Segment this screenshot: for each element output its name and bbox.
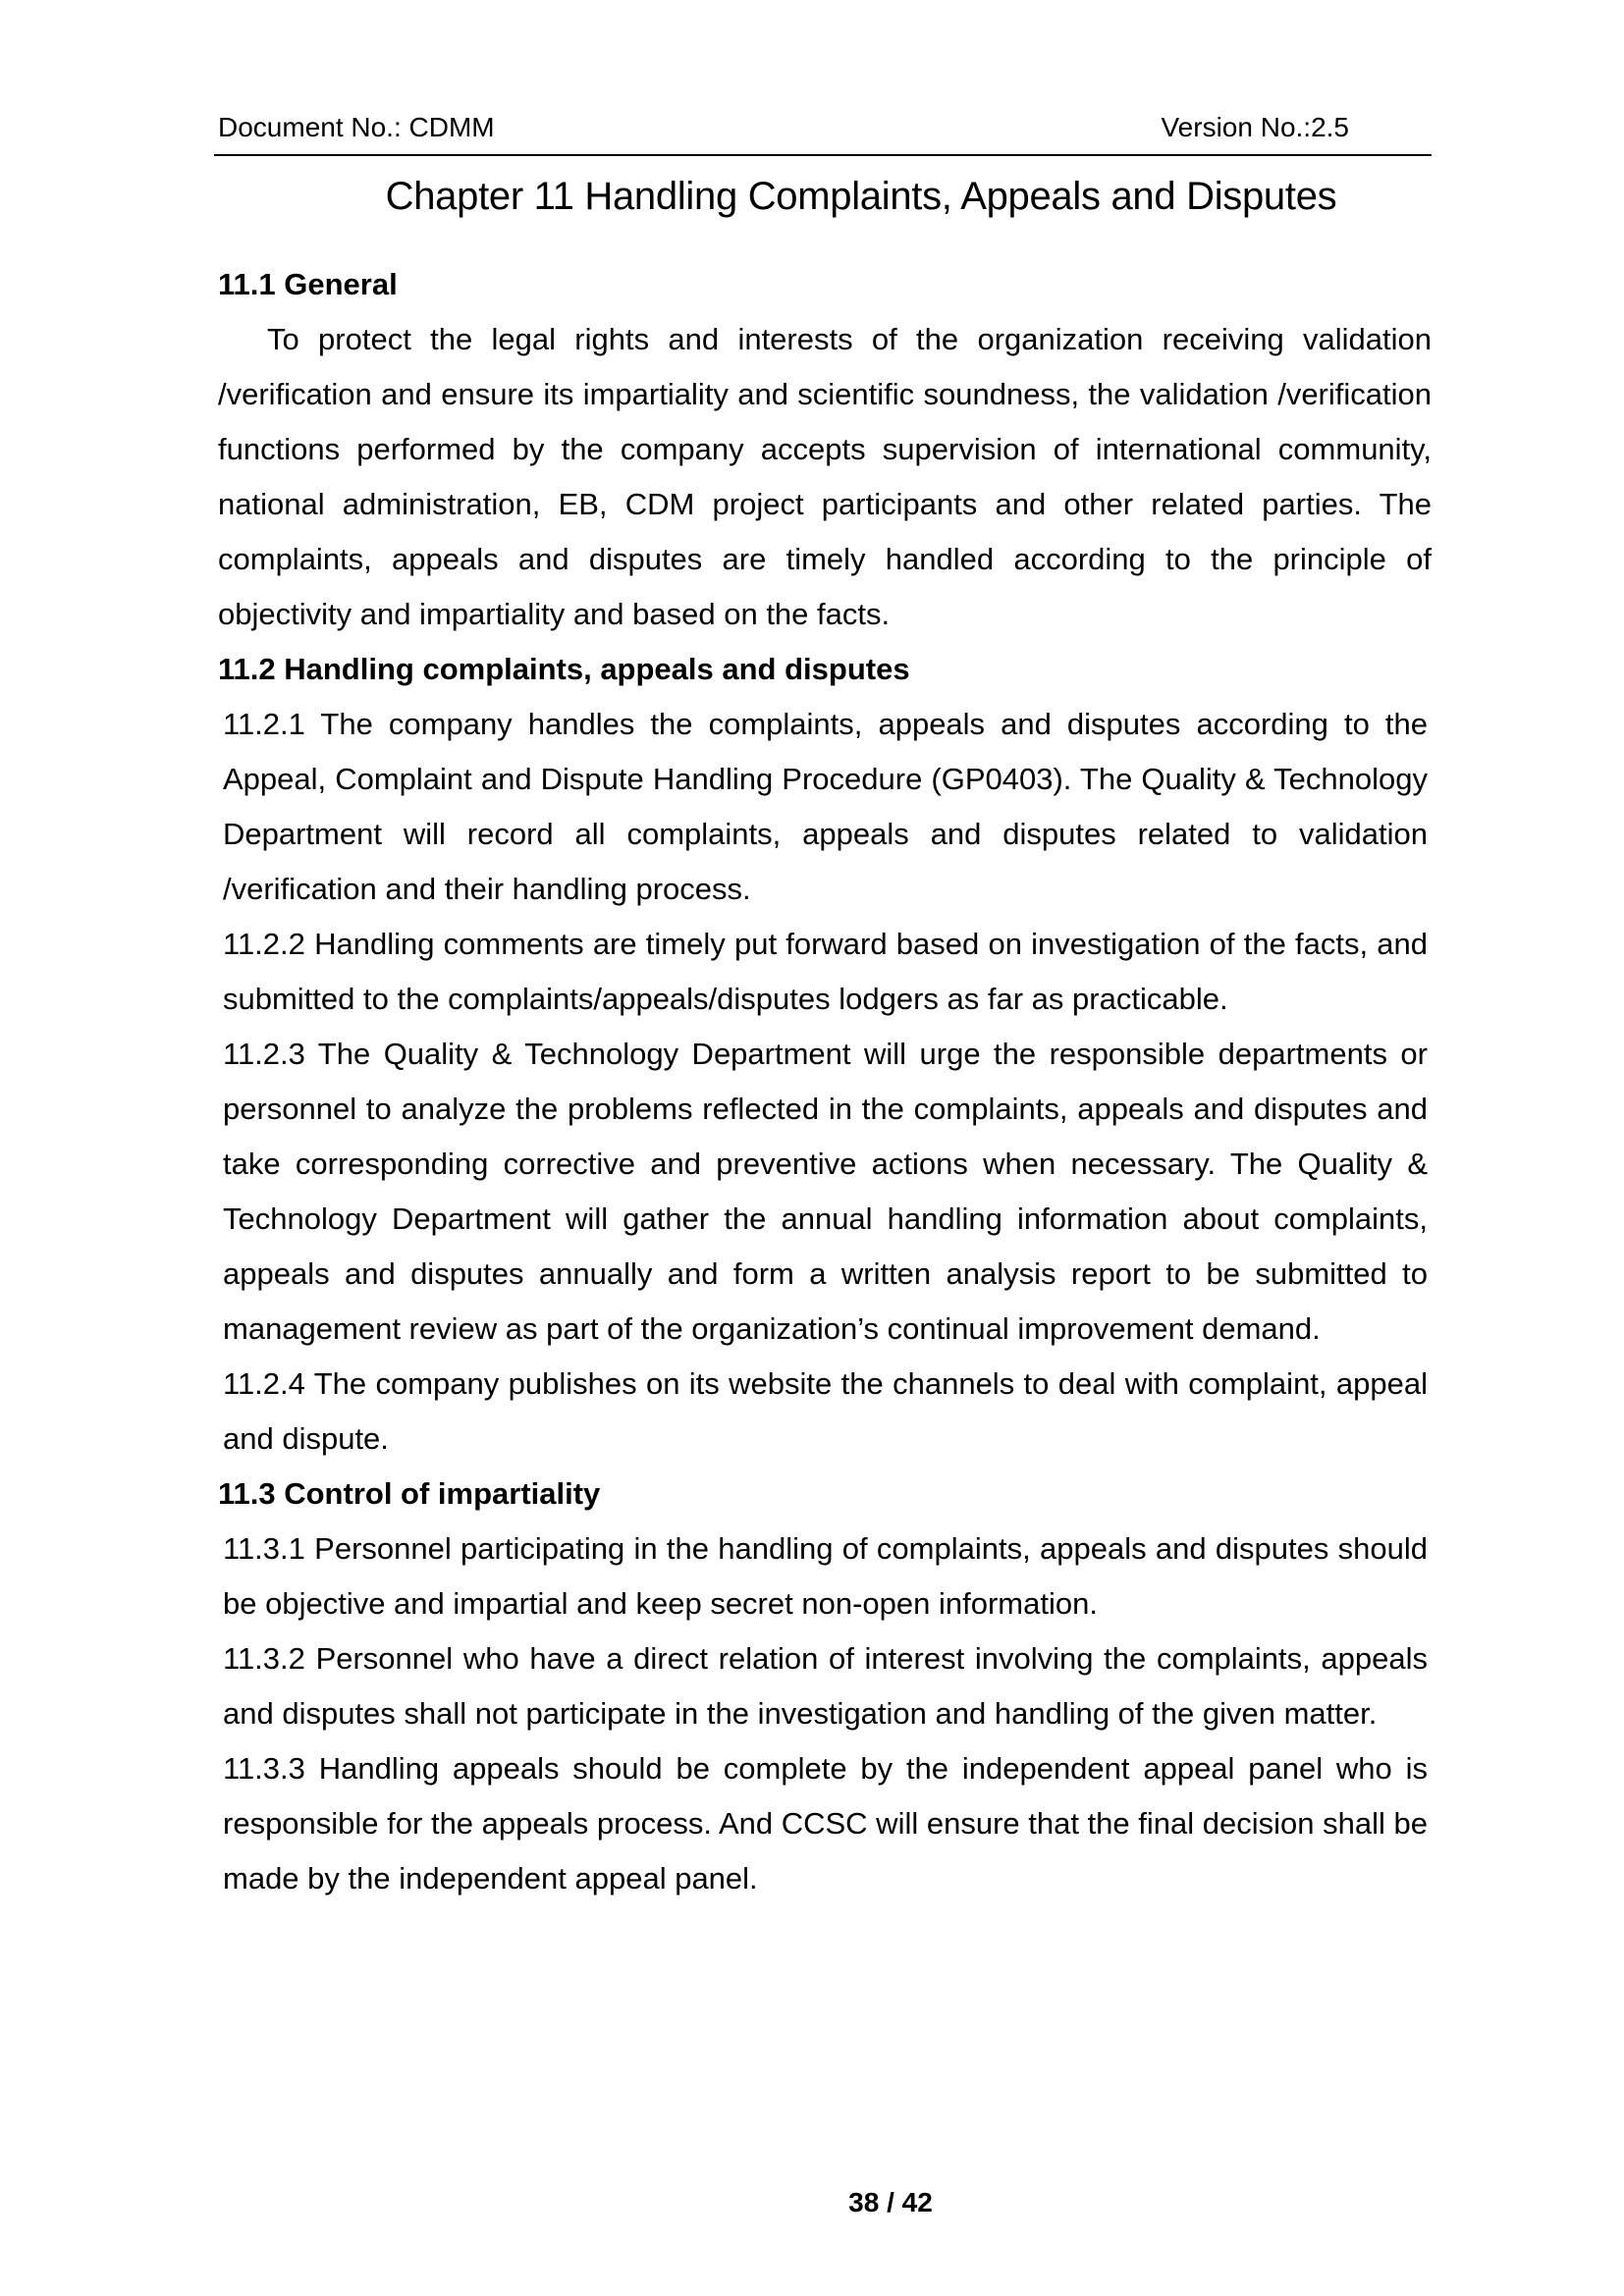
section-heading-11-1: 11.1 General bbox=[218, 267, 398, 301]
paragraph-11-3-3: 11.3.3 Handling appeals should be complete by the independent appeal panel who is responsible for the appeals process. And CCSC will ensure that the final decision shall be made by the independent appeal panel. bbox=[223, 1751, 1428, 1896]
header-rule bbox=[214, 154, 1432, 156]
section-heading-11-2: 11.2 Handling complaints, appeals and disputes bbox=[218, 652, 910, 686]
page-header bbox=[218, 112, 1432, 151]
page-content bbox=[218, 257, 1432, 1906]
chapter-title: Chapter 11 Handling Complaints, Appeals and Disputes bbox=[385, 175, 1337, 218]
document-number: Document No.: CDMM bbox=[218, 112, 495, 142]
paragraph-11-2-2: 11.2.2 Handling comments are timely put forward based on investigation of the facts, and submitted to the complaints/appeals/disputes lodgers as far as practicable. bbox=[223, 927, 1428, 1016]
paragraph-11-1: To protect the legal rights and interests of the organization receiving validation /verification and ensure its impartiality and scientific soundness, the validation /verification functions performed by the company accepts supervision of international community, national administration, EB, CDM project participants and other related parties. The complaints, appeals and disputes are timely handled according to the principle of objectivity and impartiality and based on the facts. bbox=[218, 322, 1432, 631]
page-number: 38 / 42 bbox=[848, 2187, 933, 2217]
paragraph-11-2-4: 11.2.4 The company publishes on its website the channels to deal with complaint, appeal and dispute. bbox=[223, 1366, 1428, 1456]
paragraph-11-2-3: 11.2.3 The Quality & Technology Department will urge the responsible departments or personnel to analyze the problems reflected in the complaints, appeals and disputes and take corresponding corrective and preventive actions when necessary. The Quality & Technology Department will gather the annual handling information about complaints, appeals and disputes annually and form a written analysis report to be submitted to management review as part of the organization’s continual improvement demand. bbox=[223, 1037, 1428, 1346]
section-heading-11-3: 11.3 Control of impartiality bbox=[218, 1476, 601, 1511]
paragraph-11-2-1: 11.2.1 The company handles the complaints, appeals and disputes according to the Appeal, Complaint and Dispute Handling Procedure (GP0403). The Quality & Technology Department will record all complaints, appeals and disputes related to validation /verification and their handling process. bbox=[223, 707, 1428, 906]
paragraph-11-3-2: 11.3.2 Personnel who have a direct relation of interest involving the complaints, appeals and disputes shall not participate in the investigation and handling of the given matter. bbox=[223, 1641, 1428, 1731]
paragraph-11-3-1: 11.3.1 Personnel participating in the handling of complaints, appeals and disputes should be objective and impartial and keep secret non-open information. bbox=[223, 1531, 1428, 1621]
version-number: Version No.:2.5 bbox=[1161, 112, 1349, 142]
